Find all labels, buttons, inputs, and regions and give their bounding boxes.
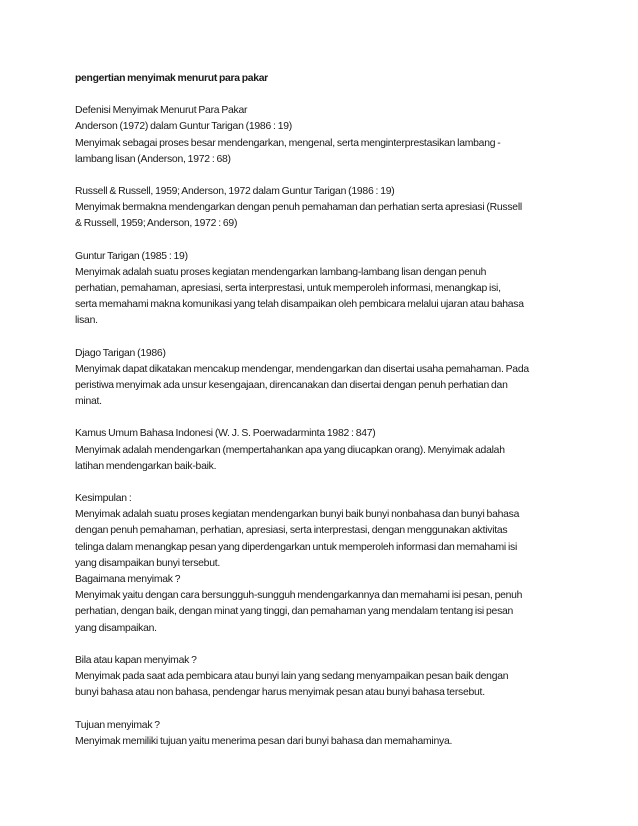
paragraph-block (75, 718, 575, 750)
text-line: latihan mendengarkan baik-baik. (75, 460, 217, 472)
text-line: Menyimak adalah mendengarkan (mempertahankan apa yang diucapkan orang). Menyimak adalah (75, 444, 505, 456)
text-line: Tujuan menyimak ? (75, 719, 160, 731)
text-line: Defenisi Menyimak Menurut Para Pakar (75, 105, 248, 117)
paragraph-block (75, 426, 575, 475)
text-line: perhatian, pemahaman, apresiasi, serta interprestasi, untuk memperoleh informasi, menangkap isi, (75, 283, 501, 295)
text-line: Bagaimana menyimak ? (75, 574, 181, 586)
text-line: Kesimpulan : (75, 493, 132, 505)
text-line: Menyimak pada saat ada pembicara atau bunyi lain yang sedang menyampaikan pesan baik dengan (75, 671, 509, 683)
text-line: Kamus Umum Bahasa Indonesi (W. J. S. Poerwadarminta 1982 : 847) (75, 428, 376, 440)
text-line: Menyimak dapat dikatakan mencakup mendengar, mendengarkan dan disertai usaha pemahaman. Pada (75, 363, 529, 375)
text-line: serta memahami makna komunikasi yang telah disampaikan oleh pembicara melalui ujaran atau bahasa (75, 299, 524, 311)
paragraph-block (75, 346, 575, 411)
text-line: & Russell, 1959; Anderson, 1972 : 69) (75, 218, 238, 230)
text-line: yang disampaikan. (75, 622, 157, 634)
text-line: Menyimak adalah suatu proses kegiatan mendengarkan bunyi baik bunyi nonbahasa dan bunyi bahasa (75, 509, 520, 521)
text-line: bunyi bahasa atau non bahasa, pendengar harus menyimak pesan atau bunyi bahasa tersebut. (75, 687, 485, 699)
text-line: telinga dalam menangkap pesan yang diperdengarkan untuk memperoleh informasi dan memahami isi (75, 541, 518, 553)
text-line: Menyimak sebagai proses besar mendengarkan, mengenal, serta menginterprestasikan lambang - (75, 137, 501, 149)
text-line: lambang lisan (Anderson, 1972 : 68) (75, 153, 231, 165)
document-body (75, 71, 575, 766)
text-line: Menyimak adalah suatu proses kegiatan mendengarkan lambang-lambang lisan dengan penuh (75, 266, 487, 278)
text-line: Bila atau kapan menyimak ? (75, 654, 197, 666)
paragraph-block (75, 491, 575, 637)
document-sections (75, 103, 575, 750)
document-title: pengertian menyimak menurut para pakar (75, 73, 268, 84)
text-line: Menyimak memiliki tujuan yaitu menerima pesan dari bunyi bahasa dan memahaminya. (75, 735, 453, 747)
text-line: minat. (75, 396, 102, 408)
text-line: Menyimak yaitu dengan cara bersungguh-sungguh mendengarkannya dan memahami isi pesan, penuh (75, 590, 523, 602)
text-line: yang disampaikan bunyi tersebut. (75, 557, 220, 569)
text-line: dengan penuh pemahaman, perhatian, apresiasi, serta interprestasi, dengan menggunakan aktivitas (75, 525, 508, 537)
paragraph-block (75, 103, 575, 168)
paragraph-block (75, 249, 575, 330)
paragraph-block (75, 184, 575, 233)
paragraph-block (75, 653, 575, 702)
text-line: lisan. (75, 315, 98, 327)
text-line: Djago Tarigan (1986) (75, 347, 166, 359)
text-line: Anderson (1972) dalam Guntur Tarigan (1986 : 19) (75, 121, 292, 133)
text-line: perhatian, dengan baik, dengan minat yang tinggi, dan pemahaman yang mendalam tentang isi pesan (75, 606, 514, 618)
text-line: Russell & Russell, 1959; Anderson, 1972 dalam Guntur Tarigan (1986 : 19) (75, 186, 395, 198)
text-line: Menyimak bermakna mendengarkan dengan penuh pemahaman dan perhatian serta apresiasi (Russell (75, 202, 522, 214)
text-line: peristiwa menyimak ada unsur kesengajaan, direncanakan dan disertai dengan penuh perhatian dan (75, 380, 508, 392)
text-line: Guntur Tarigan (1985 : 19) (75, 250, 188, 262)
